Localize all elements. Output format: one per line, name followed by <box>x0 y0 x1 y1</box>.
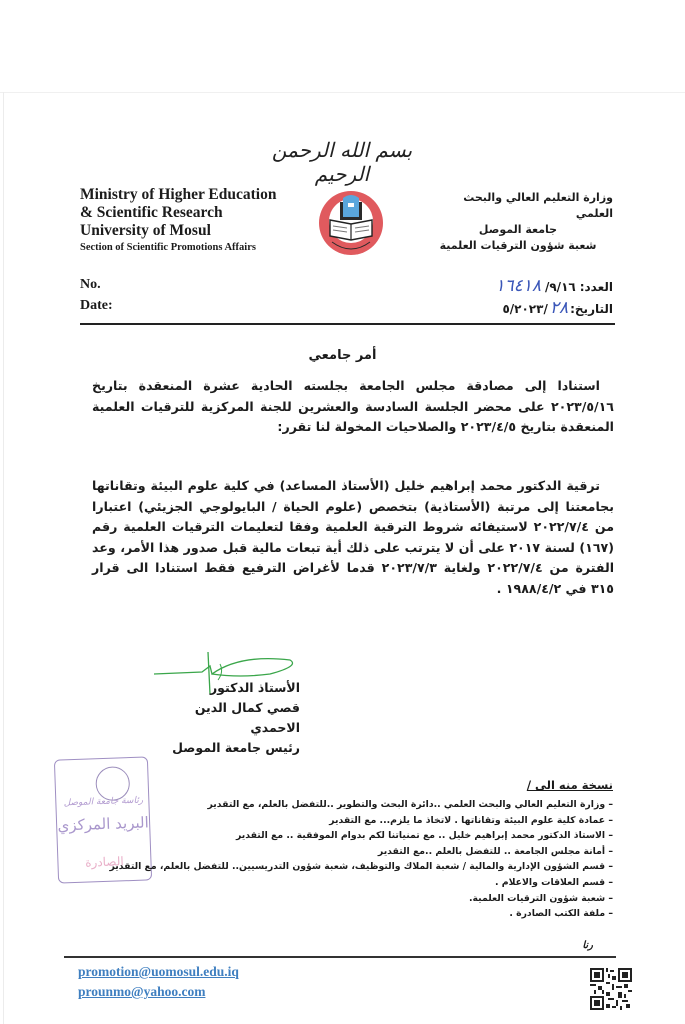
university-name-ar: جامعة الموصل <box>478 223 558 236</box>
reference-date <box>502 298 613 318</box>
university-seal-icon <box>318 190 384 256</box>
footer-divider <box>64 956 616 958</box>
english-letterhead <box>80 186 276 256</box>
signatory-title: الأستاذ الدكتور <box>209 680 300 695</box>
ministry-name-ar: وزارة التعليم العالي والبحث العلمي <box>463 191 613 220</box>
date-handwritten: ٢٨ <box>549 298 569 318</box>
copy-recipient: – عمادة كلية علوم البيئة وتقاناتها . لاتخاذ ما يلزم... مع التقدير <box>73 813 613 829</box>
qr-code-icon[interactable] <box>590 968 632 1010</box>
number-label-en: No. <box>80 277 101 292</box>
copy-recipient: – الاستاذ الدكتور محمد إبراهيم خليل .. مع تمنياتنا لكم بدوام الموفقية .. مع التقدير <box>73 828 613 844</box>
copy-recipient: – شعبة شؤون الترقيات العلمية. <box>73 891 613 907</box>
copies-title: نسخة منه الى / <box>526 778 613 792</box>
stamp-arc-text: رئاسة جامعة الموصل <box>63 795 144 809</box>
university-name-en: University of Mosul <box>80 222 211 239</box>
decision-text-2: (الأستاذ المساعد) في كلية علوم البيئة وتقاناتها بجامعتنا إلى مرتبة (الأستاذية) بتخصص <box>92 478 614 514</box>
reference-number <box>495 276 613 296</box>
date-suffix: /٥/٢٠٢٣ <box>502 302 548 316</box>
scan-page-edge-left <box>3 92 4 1024</box>
section-name-ar: شعبة شؤون الترقيات العلمية <box>439 239 597 252</box>
number-prefix: ٩/١٦/ <box>544 280 576 294</box>
decision-paragraph <box>92 476 614 599</box>
number-label-ar: العدد: <box>579 280 613 294</box>
typist-initials: رنا <box>582 940 593 951</box>
stamp-main-text: البريد المركزي <box>57 813 150 835</box>
email-link-promotion[interactable]: promotion@uomosul.edu.iq <box>78 964 239 979</box>
ministry-name-en-2: & Scientific Research <box>80 204 223 221</box>
section-name-en: Section of Scientific Promotions Affairs <box>80 242 256 253</box>
email-link-yahoo[interactable]: prounmo@yahoo.com <box>78 984 206 999</box>
decision-text-3: اعتبارا من ٢٠٢٢/٧/٤ لاستيفائه شروط الترقية العلمية وفقا لتعليمات الترقيات العلمية رقم (١٦٧) لسنة ٢٠١٧ على أن لا يترتب على ذلك أية تبعات مالية قبل صدور هذا الأمر، وعد الفترة من ٢٠٢٢/٧/٤ ولغاية ٢٠٢٣/٧/٣ قدما لأغراض الترفيع فقط استنادا الى قرار ٣١٥ في ١٩٨٨/٤/٢ . <box>92 498 615 596</box>
document-title: أمر جامعي <box>308 348 377 363</box>
signatory-name: قصي كمال الدين الاحمدي <box>194 700 300 735</box>
stamp-footer-text: الصادرة <box>84 854 124 870</box>
signatory-block <box>160 678 300 758</box>
copy-recipient: – قسم الشؤون الإدارية والمالية / شعبة الملاك والتوظيف، شعبة شؤون التدريسيين.. للتفضل بالعلم، مع التقدير <box>73 859 613 875</box>
preamble-text: استنادا إلى مصادقة مجلس الجامعة بجلسته الحادية عشرة المنعقدة بتاريخ ٢٠٢٣/٥/١٦ على محضر الجلسة السادسة والعشرين للجنة المركزية للترقيات العلمية المنعقدة بتاريخ ٢٠٢٣/٤/٥ والصلاحيات المخولة لنا تقرر: <box>92 378 614 434</box>
ministry-name-en: Ministry of Higher Education <box>80 186 277 203</box>
copy-recipient: – ملفة الكتب الصادرة . <box>73 906 613 922</box>
copy-recipient: – وزارة التعليم العالي والبحث العلمي ..دائرة البحث والتطوير ..للتفضل بالعلم، مع التقدير <box>73 797 613 813</box>
promoted-person-name: محمد إبراهيم خليل <box>394 478 513 493</box>
copy-recipient: – قسم العلاقات والاعلام . <box>73 875 613 891</box>
preamble-paragraph <box>92 376 614 438</box>
basmala-calligraphy: بسم الله الرحمن الرحيم <box>271 138 413 186</box>
header-divider <box>80 323 615 325</box>
copy-recipient: – أمانة مجلس الجامعة .. للتفضل بالعلم ..مع التقدير <box>73 844 613 860</box>
signatory-position: رئيس جامعة الموصل <box>172 740 300 755</box>
decision-text-1: ترقية الدكتور <box>512 478 600 493</box>
copies-list <box>73 797 613 922</box>
scan-page-edge <box>0 92 685 93</box>
date-label-ar: التاريخ: <box>570 302 613 316</box>
number-handwritten: ١٦٤١٨ <box>495 276 541 296</box>
arabic-letterhead <box>423 190 613 254</box>
date-label-en: Date: <box>80 298 113 313</box>
specialty: (علوم الحياة / البايولوجي الجزيئي) <box>138 498 363 514</box>
